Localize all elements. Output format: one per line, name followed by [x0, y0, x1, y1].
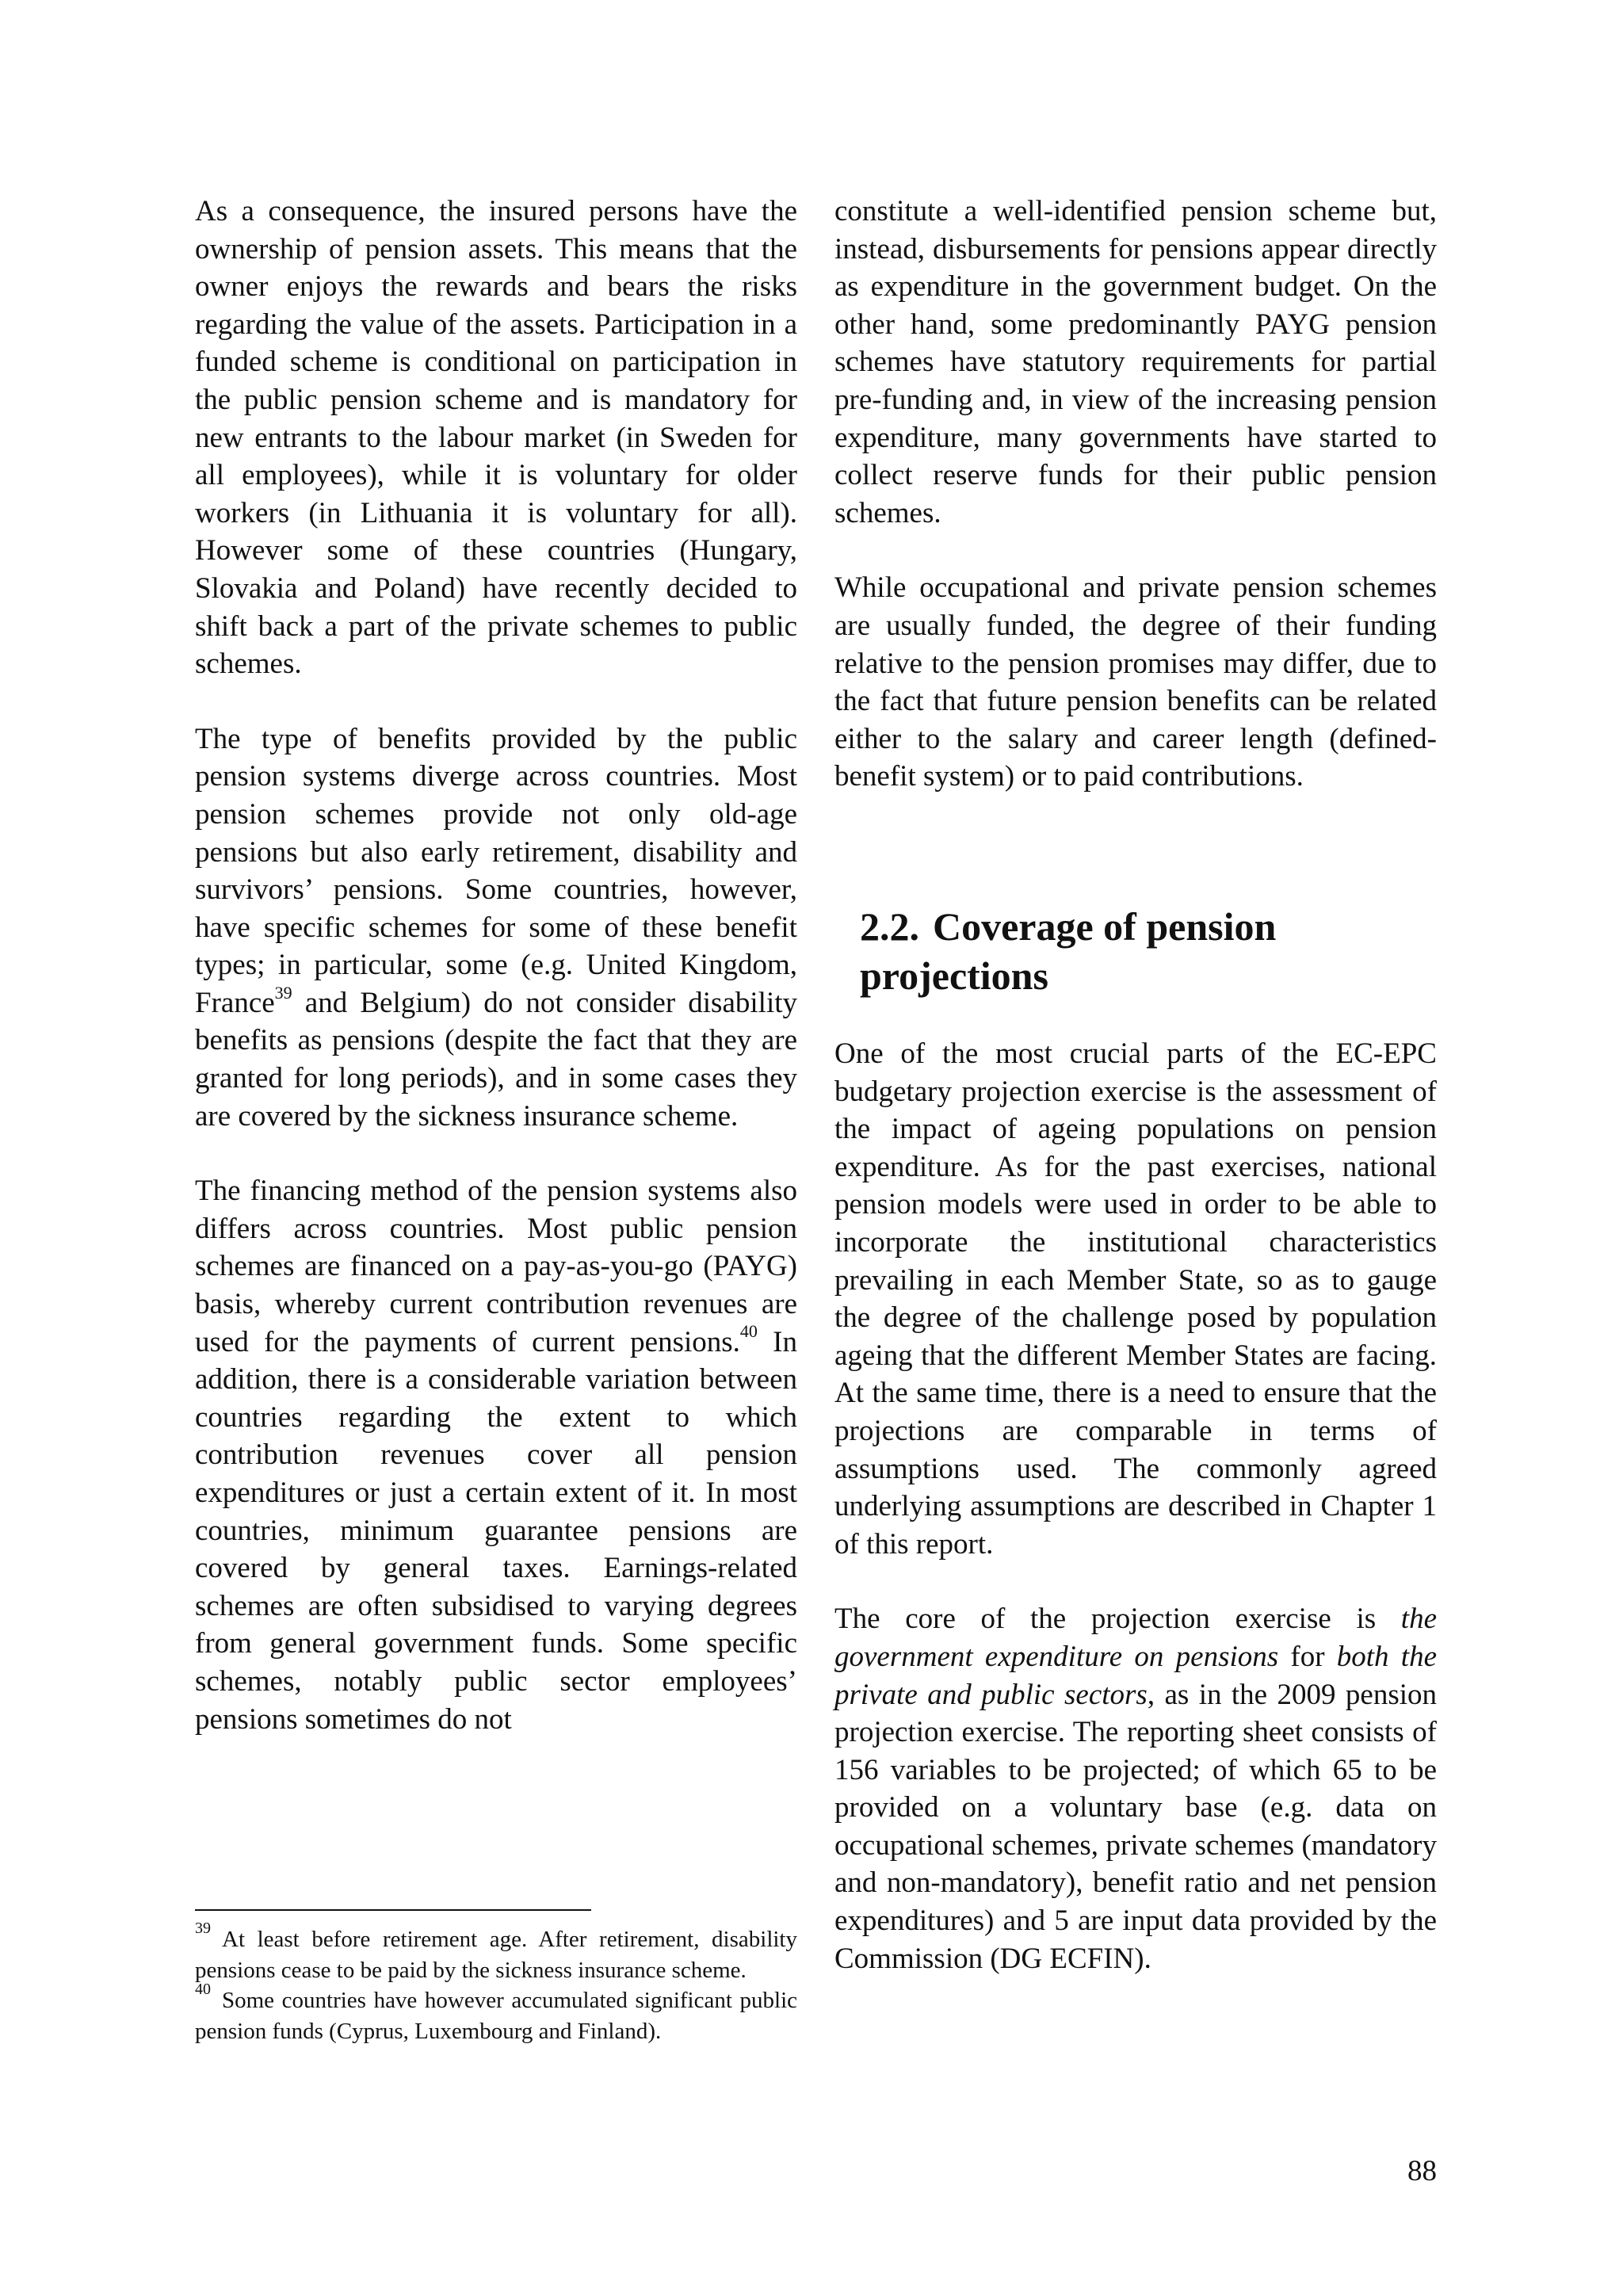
paragraph-text: The financing method of the pension systems also differs across countries. Most public pension schemes are financed on a pay-as-you-go (PAYG) basis, whereby current contribution revenues are used for the payments of current pensions. [195, 1175, 797, 1358]
paragraph-text: The type of benefits provided by the public pension systems diverge across countries. Most pension schemes provide not only old-age pensions but also early retirement, disability and survivors’ pensions. Some countries, however, have specific schemes for some of these benefit types; in particular, some (e.g. United Kingdom, France [195, 722, 797, 1019]
paragraph-text: and Belgium) do not consider disability benefits as pensions (despite the fact that they are granted for long periods), and in some cases they are covered by the sickness insurance scheme. [195, 986, 797, 1133]
page-number: 88 [1407, 2155, 1437, 2187]
left-column [195, 193, 797, 1738]
paragraph: While occupational and private pension schemes are usually funded, the degree of their funding relative to the pension promises may differ, due to the fact that future pension benefits can be related either to the salary and career length (defined-benefit system) or to paid contributions. [834, 571, 1437, 793]
footnote-number: 39 [195, 1920, 211, 1938]
footnote-ref-39[interactable]: 39 [274, 982, 292, 1003]
right-column-top [834, 193, 1437, 833]
paragraph-text: In addition, there is a considerable variation between countries regarding the extent to which contribution revenues cover all pension expenditures or just a certain extent of it. In most countries, minimum guarantee pensions are covered by general taxes. Earnings-related schemes are often subsidised to varying degrees from general government funds. Some specific schemes, notably public sector employees’ pensions sometimes do not [195, 1325, 797, 1736]
paragraph [834, 1600, 1437, 1977]
paragraph-text: , as in the 2009 pension projection exercise. The reporting sheet consists of 156 variables to be projected; of which 65 to be provided on a voluntary base (e.g. data on occupational schemes, private schemes (mandatory and non-mandatory), benefit ratio and net pension expenditures) and 5 are input data provided by the Commission (DG ECFIN). [834, 1678, 1438, 1975]
paragraph: One of the most crucial parts of the EC-EPC budgetary projection exercise is the assessment of the impact of ageing populations on pension expenditure. As for the past exercises, national pension models were used in order to be able to incorporate the institutional characteristics prevailing in each Member State, so as to gauge the degree of the challenge posed by population ageing that the different Member States are facing. At the same time, there is a need to ensure that the projections are comparable in terms of assumptions used. The commonly agreed underlying assumptions are described in Chapter 1 of this report. [834, 1037, 1437, 1561]
footnotes [195, 1920, 797, 2046]
footnote-ref-40[interactable]: 40 [739, 1321, 758, 1342]
paragraph [195, 720, 797, 1136]
paragraph: constitute a well-identified pension scheme but, instead, disbursements for pensions appear directly as expenditure in the government budget. On the other hand, some predominantly PAYG pension schemes have statutory requirements for partial pre-funding and, in view of the increasing pension expenditure, many governments have started to collect reserve funds for their public pension schemes. [834, 195, 1437, 529]
footnote-number: 40 [195, 1981, 211, 1999]
paragraph: As a consequence, the insured persons have the ownership of pension assets. This means that the owner enjoys the rewards and bears the risks regarding the value of the assets. Participation in a funded scheme is conditional on participation in the public pension scheme and is mandatory for new entrants to the labour market (in Sweden for all employees), while it is voluntary for older workers (in Lithuania it is voluntary for all). However some of these countries (Hungary, Slovakia and Poland) have recently decided to shift back a part of the private schemes to public schemes. [195, 195, 797, 681]
paragraph-text: for [1278, 1640, 1337, 1673]
footnote-40 [195, 1981, 797, 2046]
paragraph [195, 1172, 797, 1738]
footnote-39 [195, 1920, 797, 1985]
paragraph-text: The core of the projection exercise is [834, 1603, 1401, 1636]
footnote-text: At least before retirement age. After retirement, disability pensions cease to be paid by the sickness insurance scheme. [195, 1927, 797, 1983]
footnote-separator [195, 1909, 591, 1911]
emphasis-text: both the private and public sectors [834, 1640, 1437, 1711]
section-heading [860, 902, 1430, 1000]
section-title: Coverage of pension projections [860, 904, 1277, 998]
emphasis-text: the government expenditure on pensions [834, 1603, 1437, 1673]
section-number: 2.2. [860, 904, 919, 949]
footnote-text: Some countries have however accumulated significant public pension funds (Cyprus, Luxembourg and Finland). [195, 1988, 797, 2044]
right-column-bottom [834, 1035, 1437, 2015]
